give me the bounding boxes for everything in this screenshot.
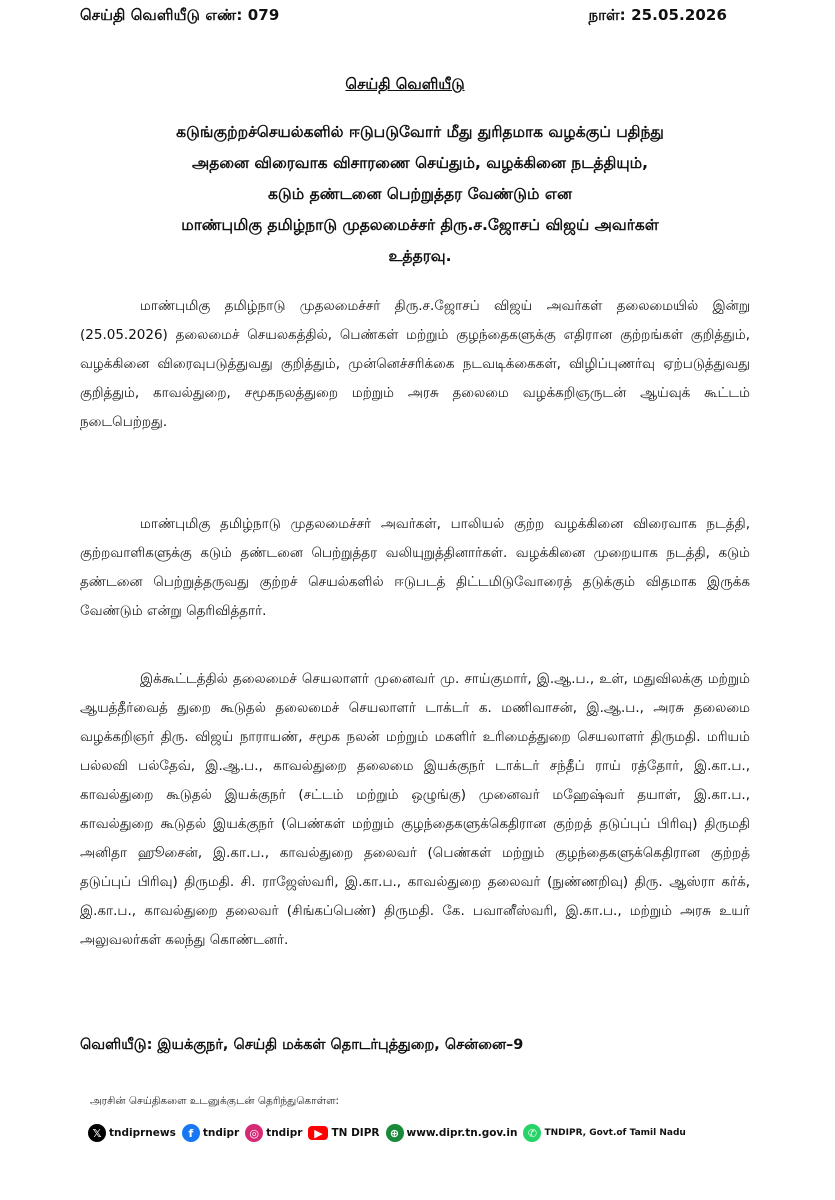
release-date: நாள்: 25.05.2026 [588, 6, 727, 24]
social-whatsapp-handle: TNDIPR, Govt.of Tamil Nadu [544, 1128, 686, 1138]
globe-icon: ⊕ [386, 1124, 404, 1142]
social-links [88, 1120, 686, 1146]
x-icon: 𝕏 [88, 1124, 106, 1142]
facebook-icon: f [182, 1124, 200, 1142]
headline-line: கடுங்குற்றச்செயல்களில் ஈடுபடுவோர் மீது துரிதமாக வழக்குப் பதிந்து [176, 123, 664, 141]
headline-line: கடும் தண்டனை பெற்றுத்தர வேண்டும் என [268, 185, 572, 203]
social-instagram[interactable] [245, 1124, 302, 1142]
body-paragraph-1: மாண்புமிகு தமிழ்நாடு முதலமைச்சர் திரு.ச.ஜோசப் விஜய் அவர்கள் தலைமையில் இன்று (25.05.2026) தலைமைச் செயலகத்தில், பெண்கள் மற்றும் குழந்தைகளுக்கு எதிரான குற்றங்கள் குறித்தும், வழக்கினை விரைவுபடுத்துவது குறித்தும், முன்னெச்சரிக்கை நடவடிக்கைகள், விழிப்புணர்வு ஏற்படுத்துவது குறித்தும், காவல்துறை, சமூகநலத்துறை மற்றும் அரசு தலைமை வழக்கறிஞருடன் ஆய்வுக் கூட்டம் நடைபெற்றது. [80, 298, 750, 430]
social-website-url: www.dipr.tn.gov.in [406, 1127, 518, 1139]
social-instagram-handle: tndipr [266, 1127, 303, 1139]
youtube-icon: ▶ [308, 1126, 328, 1140]
social-facebook[interactable] [182, 1124, 239, 1142]
body-paragraph-2: மாண்புமிகு தமிழ்நாடு முதலமைச்சர் அவர்கள், பாலியல் குற்ற வழக்கினை விரைவாக நடத்தி, குற்றவாளிகளுக்கு கடும் தண்டனை பெற்றுத்தர வலியுறுத்தினார்கள். வழக்கினை முறையாக நடத்தி, கடும் தண்டனை பெற்றுத்தருவது குற்றச் செயல்களில் ஈடுபடத் திட்டமிடுவோரைத் தடுக்கும் விதமாக இருக்க வேண்டும் என்று தெரிவித்தார். [80, 516, 750, 619]
headline-line: மாண்புமிகு தமிழ்நாடு முதலமைச்சர் திரு.ச.ஜோசப் விஜய் அவர்கள் [181, 216, 659, 234]
release-number: செய்தி வெளியீடு எண்: 079 [80, 6, 280, 24]
page-title: செய்தி வெளியீடு [345, 75, 465, 93]
headline [75, 117, 765, 272]
social-website[interactable] [386, 1124, 518, 1142]
headline-line: உத்தரவு. [388, 247, 452, 265]
headline-line: அதனை விரைவாக விசாரணை செய்தும், வழக்கினை நடத்தியும், [192, 154, 648, 172]
whatsapp-icon: ✆ [523, 1124, 541, 1142]
social-caption: அரசின் செய்திகளை உடனுக்குடன் தெரிந்துகொள்ள: [90, 1095, 340, 1107]
social-x[interactable] [88, 1124, 176, 1142]
social-whatsapp[interactable] [523, 1124, 685, 1142]
body-paragraph-3: இக்கூட்டத்தில் தலைமைச் செயலாளர் முனைவர் மு. சாய்குமார், இ.ஆ.ப., உள், மதுவிலக்கு மற்றும் ஆயத்தீர்வைத் துறை கூடுதல் தலைமைச் செயலாளர் டாக்டர் க. மணிவாசன், இ.ஆ.ப., அரசு தலைமை வழக்கறிஞர் திரு. விஜய் நாராயண், சமூக நலன் மற்றும் மகளிர் உரிமைத்துறை செயலாளர் திருமதி. மரியம் பல்லவி பல்தேவ், இ.ஆ.ப., காவல்துறை தலைமை இயக்குநர் டாக்டர் சந்தீப் ராய் ரத்தோர், இ.கா.ப., காவல்துறை கூடுதல் இயக்குநர் (சட்டம் மற்றும் ஒழுங்கு) முனைவர் மஹேஷ்வர் தயாள், இ.கா.ப., காவல்துறை கூடுதல் இயக்குநர் (பெண்கள் மற்றும் குழந்தைகளுக்கெதிரான குற்றத் தடுப்புப் பிரிவு) திருமதி அனிதா ஹூசைன், இ.கா.ப., காவல்துறை தலைவர் (பெண்கள் மற்றும் குழந்தைகளுக்கெதிரான குற்றத் தடுப்புப் பிரிவு) திருமதி. சி. ராஜேஸ்வரி, இ.கா.ப., காவல்துறை தலைவர் (நுண்ணறிவு) திரு. ஆஸ்ரா கர்க், இ.கா.ப., காவல்துறை தலைவர் (சிங்கப்பெண்) திருமதி. கே. பவானீஸ்வரி, இ.கா.ப., மற்றும் அரசு உயர் அலுவலர்கள் கலந்து கொண்டனர். [80, 671, 751, 948]
social-youtube-handle: TN DIPR [331, 1127, 380, 1139]
social-youtube[interactable] [308, 1126, 379, 1140]
instagram-icon: ◎ [245, 1124, 263, 1142]
issued-by: வெளியீடு: இயக்குநர், செய்தி மக்கள் தொடர்புத்துறை, சென்னை–9 [80, 1037, 524, 1053]
social-facebook-handle: tndipr [202, 1127, 240, 1139]
social-x-handle: tndiprnews [109, 1127, 176, 1139]
